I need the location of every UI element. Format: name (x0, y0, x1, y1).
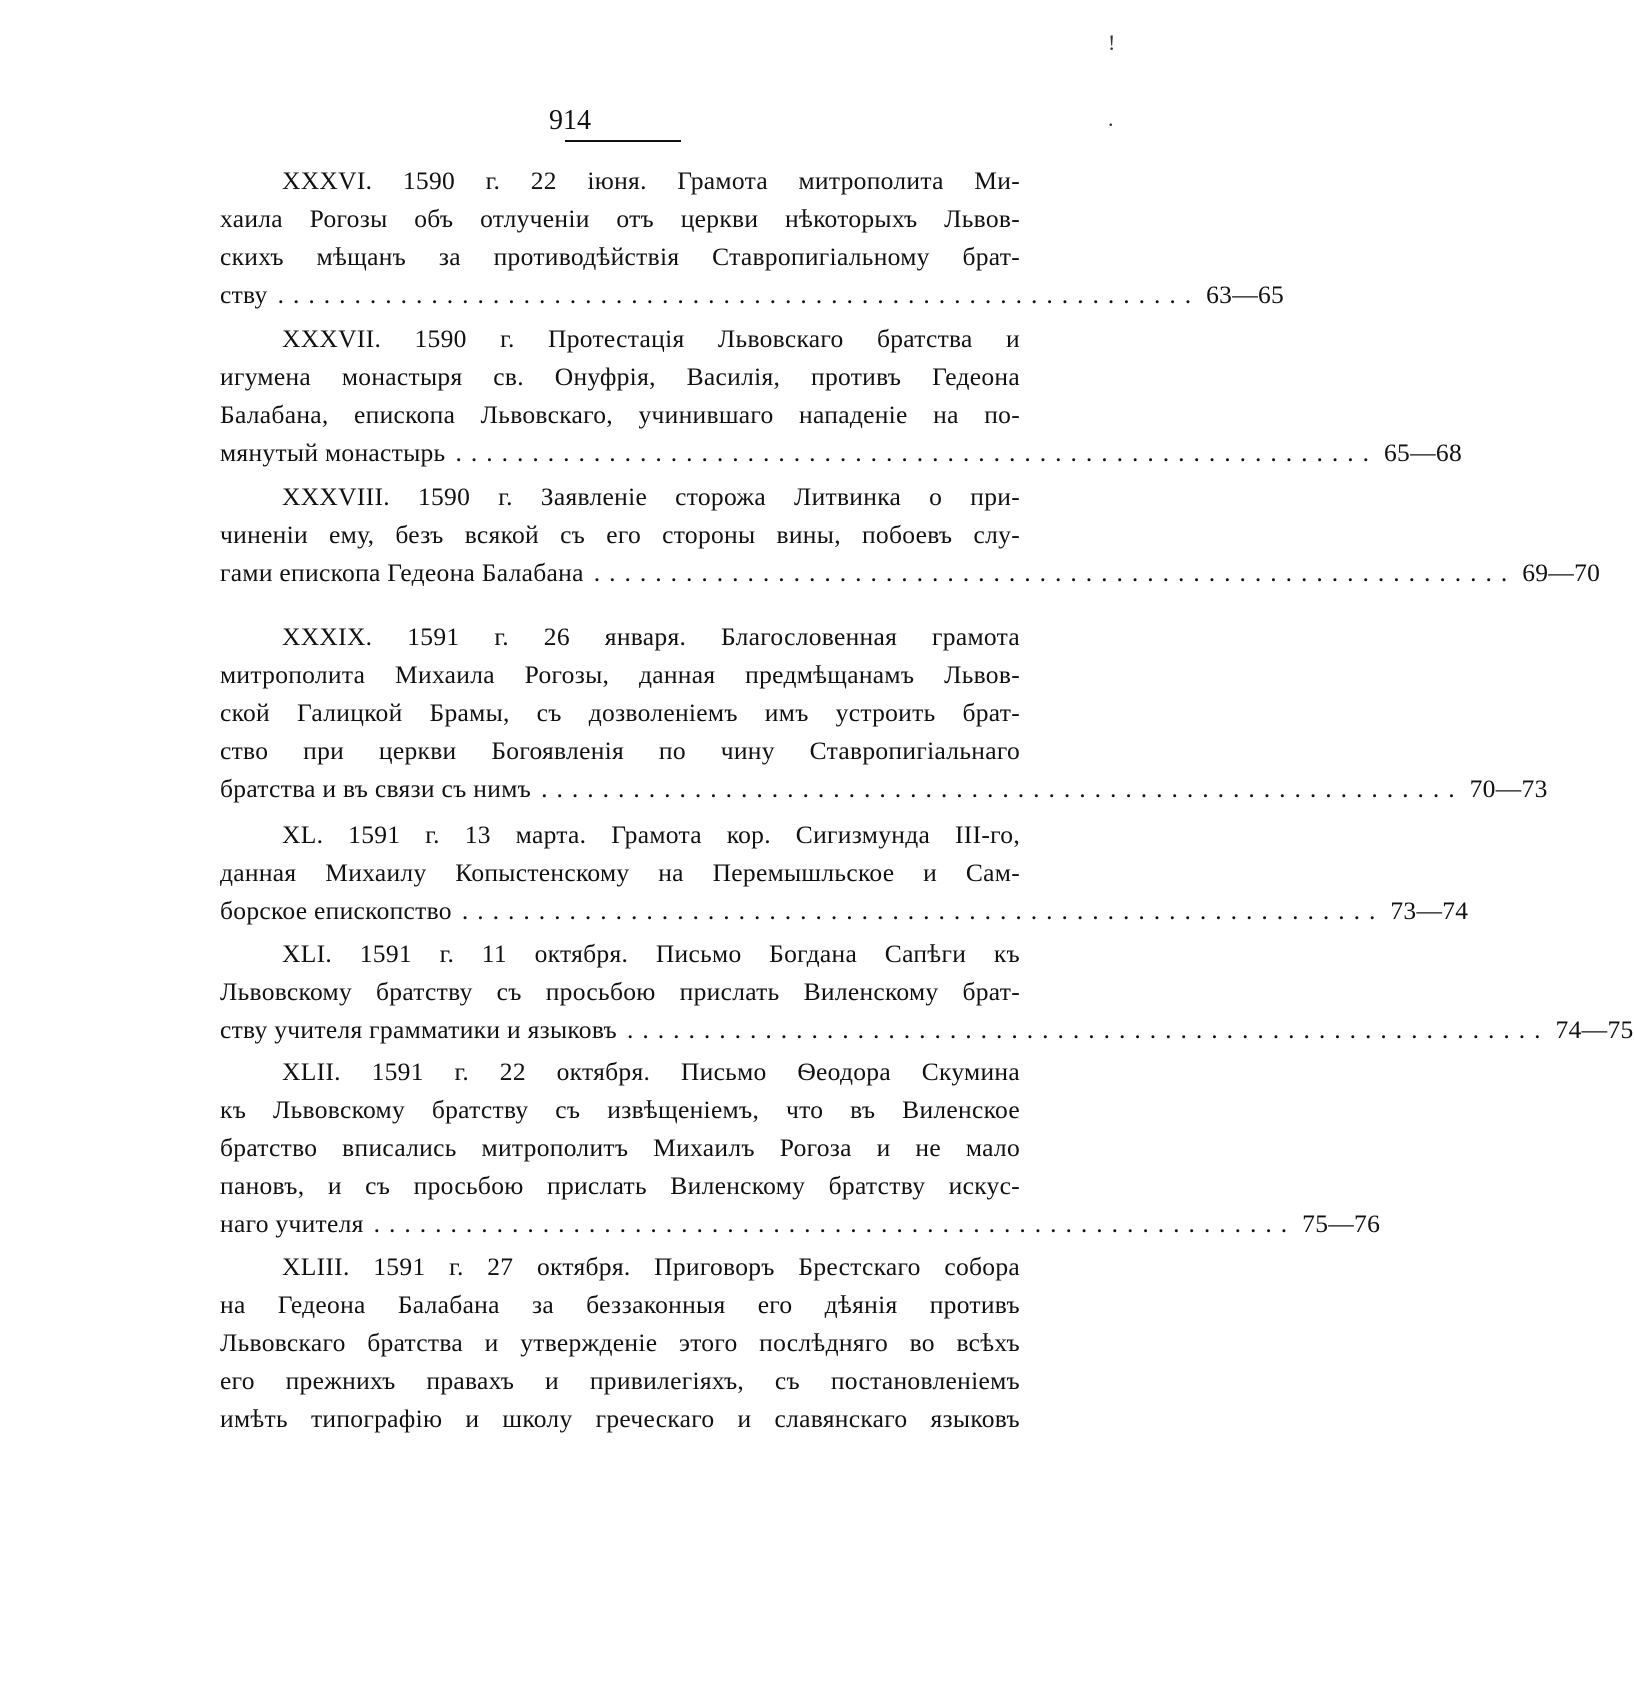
entry-line: XXXVIII. 1590 г. Заявленіе сторожа Литвинка о при- (282, 482, 1020, 511)
page-number-rule (565, 140, 681, 142)
entry-line: имѣть типографію и школу греческаго и славянскаго языковъ (220, 1404, 1020, 1433)
entry-line: Львовскаго братства и утвержденіе этого послѣдняго во всѣхъ (220, 1328, 1020, 1357)
entry-line: ству (220, 280, 268, 309)
toc-entry (220, 320, 1462, 472)
entry-line: хаила Рогозы объ отлученіи отъ церкви нѣкоторыхъ Львов- (220, 204, 1020, 233)
dot-leader: ............................................................ (373, 1209, 1297, 1238)
entry-line: чиненіи ему, безъ всякой съ его стороны вины, побоевъ слу- (220, 520, 1020, 549)
entry-line: гами епископа Гедеона Балабана (220, 558, 584, 587)
entry-line: борское епископство (220, 896, 452, 925)
dot-leader: ............................................................ (627, 1015, 1550, 1044)
page-range: 73—74 (1390, 896, 1469, 925)
entry-last-line (220, 770, 1548, 808)
entry-line: данная Михаилу Копыстенскому на Перемышльское и Сам- (220, 858, 1020, 887)
dot-leader: ............................................................ (277, 280, 1201, 309)
entry-line: Балабана, епископа Львовскаго, учинившаго нападеніе на по- (220, 400, 1020, 429)
page-range: 75—76 (1302, 1209, 1381, 1238)
page-number: 914 (549, 105, 591, 136)
entry-line: ство при церкви Богоявленія по чину Ставропигіальнаго (220, 736, 1020, 765)
toc-entry (220, 935, 1634, 1049)
entry-line: митрополита Михаила Рогозы, данная предмѣщанамъ Львов- (220, 660, 1020, 689)
entry-line: наго учителя (220, 1209, 364, 1238)
margin-mark: ! (1108, 30, 1116, 55)
entry-last-line (220, 892, 1469, 930)
entry-line: мянутый монастырь (220, 438, 446, 467)
entry-last-line (220, 554, 1601, 592)
toc-entry (220, 162, 1285, 314)
page-range: 65—68 (1384, 438, 1462, 467)
entry-line: XXXIX. 1591 г. 26 января. Благословенная грамота (282, 622, 1020, 651)
margin-dot: . (1108, 106, 1114, 131)
entry-line: XXXVI. 1590 г. 22 іюня. Грамота митрополита Ми- (282, 166, 1020, 195)
entry-line: XLII. 1591 г. 22 октября. Письмо Ѳеодора Скумина (282, 1057, 1020, 1086)
entry-last-line (220, 276, 1285, 314)
entry-line: пановъ, и съ просьбою прислать Виленскому братству искус- (220, 1171, 1020, 1200)
entry-line: Львовскому братству съ просьбою прислать Виленскому брат- (220, 977, 1020, 1006)
entry-line: игумена монастыря св. Онуфрія, Василія, противъ Гедеона (220, 362, 1020, 391)
entry-line: скихъ мѣщанъ за противодѣйствія Ставропигіальному брат- (220, 242, 1020, 271)
entry-line: XXXVII. 1590 г. Протестація Львовскаго братства и (282, 324, 1020, 353)
dot-leader: ............................................................ (541, 774, 1464, 803)
entry-line: на Гедеона Балабана за беззаконныя его дѣянія противъ (220, 1290, 1020, 1319)
page-range: 69—70 (1522, 558, 1601, 587)
toc-entry (220, 1053, 1381, 1243)
entry-line: его прежнихъ правахъ и привилегіяхъ, съ постановленіемъ (220, 1366, 1020, 1395)
entry-line: къ Львовскому братству съ извѣщеніемъ, что въ Виленское (220, 1095, 1020, 1124)
dot-leader: ............................................................ (461, 896, 1385, 925)
entry-last-line (220, 1205, 1381, 1243)
toc-entry (220, 478, 1601, 592)
dot-leader: ............................................................ (593, 558, 1517, 587)
entry-line: XL. 1591 г. 13 марта. Грамота кор. Сигизмунда III-го, (282, 820, 1020, 849)
entry-line: ству учителя грамматики и языковъ (220, 1015, 618, 1044)
entry-last-line (220, 1011, 1634, 1049)
dot-leader: ............................................................ (455, 438, 1378, 467)
toc-entry (220, 1248, 1020, 1438)
page-range: 70—73 (1469, 774, 1548, 803)
toc-entry (220, 816, 1469, 930)
page-range: 63—65 (1206, 280, 1285, 309)
page-range: 74—75 (1555, 1015, 1634, 1044)
entry-line: XLI. 1591 г. 11 октября. Письмо Богдана Сапѣги къ (282, 939, 1020, 968)
entry-line: братства и въ связи съ нимъ (220, 774, 532, 803)
entry-line: ской Галицкой Брамы, съ дозволеніемъ имъ устроить брат- (220, 698, 1020, 727)
entry-line: братство вписались митрополитъ Михаилъ Рогоза и не мало (220, 1133, 1020, 1162)
entry-last-line (220, 434, 1462, 472)
entry-line: XLIII. 1591 г. 27 октября. Приговоръ Брестскаго собора (282, 1252, 1020, 1281)
toc-entry (220, 618, 1548, 808)
